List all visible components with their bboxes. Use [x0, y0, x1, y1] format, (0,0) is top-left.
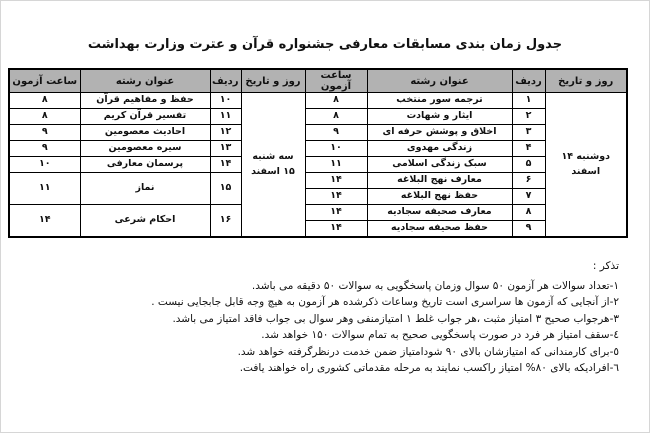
header-row-no-left: ردیف [210, 69, 241, 93]
field-cell: زندگی مهدوی [367, 141, 512, 157]
time-cell: ۸ [305, 93, 367, 109]
notes-section [15, 258, 619, 377]
rank-cell: ۱۴ [210, 157, 241, 173]
rank-cell: ۹ [512, 221, 545, 238]
header-field-right: عنوان رشته [367, 69, 512, 93]
field-cell: احادیث معصومین [80, 125, 210, 141]
time-cell: ۱۰ [9, 157, 80, 173]
day1-date: دوشنبه ۱۴ اسفند [561, 151, 611, 177]
header-row [9, 69, 627, 93]
field-cell: ترجمه سور منتخب [367, 93, 512, 109]
rank-cell: ۸ [512, 205, 545, 221]
field-cell: پرسمان معارفی [80, 157, 210, 173]
rank-cell: ۱۲ [210, 125, 241, 141]
time-cell: ۱۴ [9, 205, 80, 238]
header-day-date-left: روز و تاریخ [241, 69, 305, 93]
rank-cell: ۵ [512, 157, 545, 173]
field-cell: حفظ و مفاهیم قرآن [80, 93, 210, 109]
page-title: جدول زمان بندی مسابقات معارفی جشنواره قرآن و عترت وزارت بهداشت [87, 37, 563, 52]
time-cell: ۹ [305, 125, 367, 141]
note-line: ٦-افرادیکه بالای ۸۰% امتیاز راکسب نمایند به مرحله مقدماتی کشوری راه خواهند یافت. [239, 362, 619, 374]
note-line: ٥-برای کارمندانی که امتیازشان بالای ۹۰ شودامتیاز ضمن خدمت درنظرگرفته خواهد شد. [237, 345, 619, 358]
field-cell: حفظ نهج البلاغه [367, 189, 512, 205]
header-day-date-right: روز و تاریخ [545, 69, 627, 93]
time-cell: ۸ [9, 93, 80, 109]
table-row [9, 109, 627, 125]
note-line: ۱-تعداد سوالات هر آزمون ۵۰ سوال وزمان پاسخگویی به سوالات ۵۰ دقیقه می باشد. [251, 279, 619, 292]
schedule-table [8, 68, 628, 238]
rank-cell: ۱ [512, 93, 545, 109]
field-cell: نماز [80, 173, 210, 205]
table-row [9, 141, 627, 157]
rank-cell: ۳ [512, 125, 545, 141]
header-row-no-right: ردیف [512, 69, 545, 93]
time-cell: ۸ [9, 109, 80, 125]
rank-cell: ۱۰ [210, 93, 241, 109]
header-time-left: ساعت آزمون [9, 69, 80, 93]
rank-cell: ۶ [512, 173, 545, 189]
time-cell: ۱۱ [305, 157, 367, 173]
note-line: ٤-سقف امتیاز هر فرد در صورت پاسخگویی صحیح به تمام سوالات ۱۵۰ خواهد شد. [261, 329, 619, 341]
rank-cell: ۲ [512, 109, 545, 125]
day2-date: سه شنبه ۱۵ اسفند [251, 151, 295, 177]
rank-cell: ۱۶ [210, 205, 241, 238]
rank-cell: ۷ [512, 189, 545, 205]
table-row [9, 173, 627, 189]
table-row [9, 157, 627, 173]
time-cell: ۱۰ [305, 141, 367, 157]
day1-date-cell [545, 93, 627, 238]
notes-heading: تذکر : [592, 260, 619, 272]
time-cell: ۱۴ [305, 205, 367, 221]
field-cell: اخلاق و پوشش حرفه ای [367, 125, 512, 141]
time-cell: ۹ [9, 141, 80, 157]
rank-cell: ۱۳ [210, 141, 241, 157]
rank-cell: ۴ [512, 141, 545, 157]
field-cell: معارف صحیفه سجادیه [367, 205, 512, 221]
rank-cell: ۱۵ [210, 173, 241, 205]
table-row [9, 205, 627, 221]
time-cell: ۹ [9, 125, 80, 141]
field-cell: احکام شرعی [80, 205, 210, 238]
table-row [9, 93, 627, 109]
time-cell: ۸ [305, 109, 367, 125]
time-cell: ۱۴ [305, 189, 367, 205]
rank-cell: ۱۱ [210, 109, 241, 125]
field-cell: سیره معصومین [80, 141, 210, 157]
field-cell: سبک زندگی اسلامی [367, 157, 512, 173]
field-cell: معارف نهج البلاغه [367, 173, 512, 189]
table-row [9, 125, 627, 141]
note-line: ۳-هرجواب صحیح ۳ امتیاز مثبت ،هر جواب غلط ۱ امتیازمنفی وهر سوال بی جواب فاقد امتیاز می باشد. [172, 312, 619, 325]
note-line: ۲-از آنجایی که آزمون ها سراسری است تاریخ وساعات ذکرشده هر آزمون به هیچ وجه قابل جابجایی نیست . [151, 296, 619, 308]
time-cell: ۱۱ [9, 173, 80, 205]
field-cell: ایثار و شهادت [367, 109, 512, 125]
field-cell: تفسیر قرآن کریم [80, 109, 210, 125]
header-time-right: ساعت آزمون [305, 69, 367, 93]
time-cell: ۱۴ [305, 173, 367, 189]
day2-date-cell [241, 93, 305, 238]
header-field-left: عنوان رشته [80, 69, 210, 93]
time-cell: ۱۴ [305, 221, 367, 238]
field-cell: حفظ صحیفه سجادیه [367, 221, 512, 238]
